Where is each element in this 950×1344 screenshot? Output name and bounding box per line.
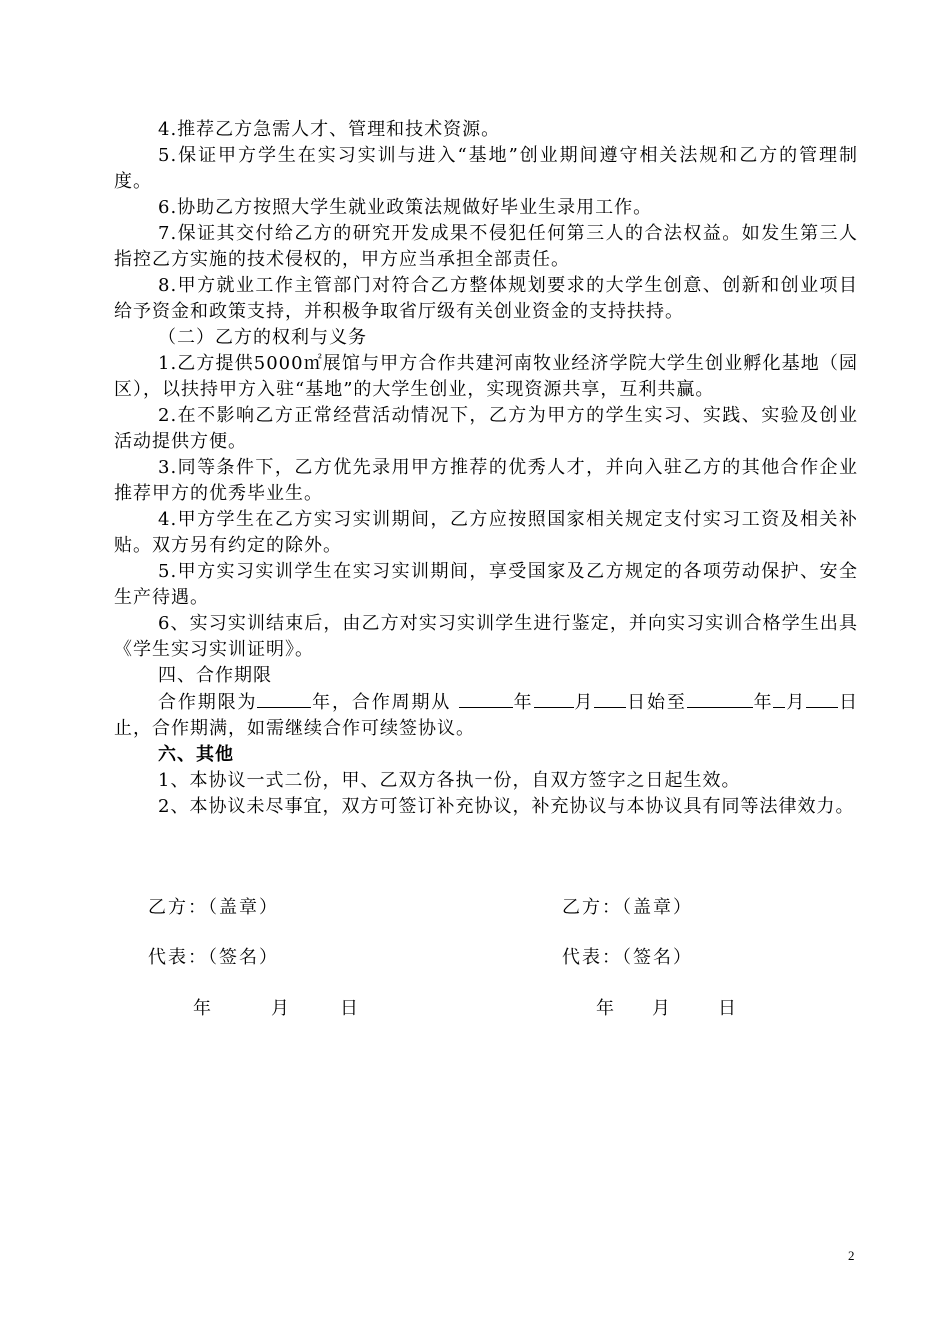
blank-line (773, 689, 785, 708)
blank-line (687, 689, 753, 708)
right-date-day: 日 (718, 998, 736, 1019)
paragraph: 6.协助乙方按照大学生就业政策法规做好毕业生录用工作。 (158, 197, 653, 218)
paragraph: 3.同等条件下，乙方优先录用甲方推荐的优秀人才，并向入驻乙方的其他合作企业推荐甲方的优秀毕业生。 (114, 457, 858, 504)
left-date-month: 月 (271, 998, 289, 1019)
paragraph: 5.甲方实习实训学生在实习实训期间，享受国家及乙方规定的各项劳动保护、安全生产待遇。 (114, 561, 858, 608)
right-date-month: 月 (652, 998, 670, 1019)
term-text: 日止，合作期满，如需继续合作可续签协议。 (114, 692, 859, 739)
paragraph: 6、实习实训结束后，由乙方对实习实训学生进行鉴定，并向实习实训合格学生出具《学生实习实训证明》。 (114, 613, 858, 660)
paragraph: 5.保证甲方学生在实习实训与进入“基地”创业期间遵守相关法规和乙方的管理制度。 (114, 145, 858, 192)
right-representative-sign: 代表：（签名） (562, 947, 693, 968)
term-text: 月 (785, 692, 807, 713)
paragraph: 4.推荐乙方急需人才、管理和技术资源。 (158, 119, 501, 140)
term-text: 合作期限为 (158, 692, 258, 713)
section-heading: （二）乙方的权利与义务 (158, 327, 367, 348)
paragraph: 1.乙方提供5000㎡展馆与甲方合作共建河南牧业经济学院大学生创业孵化基地（园区），以扶持甲方入驻“基地”的大学生创业，实现资源共享，互利共赢。 (114, 353, 858, 400)
paragraph: 8.甲方就业工作主管部门对符合乙方整体规划要求的大学生创意、创新和创业项目给予资金和政策支持，并积极争取省厅级有关创业资金的支持扶持。 (114, 275, 858, 322)
term-text: 年 (752, 692, 774, 713)
paragraph: 2.在不影响乙方正常经营活动情况下，乙方为甲方的学生实习、实践、实验及创业活动提供方便。 (114, 405, 858, 452)
blank-line (459, 689, 513, 708)
term-text: 日始至 (626, 692, 687, 713)
blank-line (806, 689, 838, 708)
blank-line (534, 689, 574, 708)
term-text: 月 (573, 692, 595, 713)
blank-line (594, 689, 626, 708)
paragraph: 1、本协议一式二份，甲、乙双方各执一份，自双方签字之日起生效。 (158, 770, 741, 791)
paragraph: 7.保证其交付给乙方的研究开发成果不侵犯任何第三人的合法权益。如发生第三人指控乙方实施的技术侵权的，甲方应当承担全部责任。 (114, 223, 858, 270)
section-heading: 六、其他 (158, 744, 234, 765)
term-text: 年，合作周期从 (311, 692, 452, 713)
term-text: 年 (512, 692, 534, 713)
body-text (114, 117, 858, 820)
paragraph: 2、本协议未尽事宜，双方可签订补充协议，补充协议与本协议具有同等法律效力。 (158, 796, 855, 817)
left-date-day: 日 (340, 998, 358, 1019)
left-party-seal: 乙方：（盖章） (148, 897, 279, 918)
page-number: 2 (848, 1248, 855, 1263)
blank-line (257, 689, 311, 708)
left-date-year: 年 (193, 998, 211, 1019)
paragraph: 4.甲方学生在乙方实习实训期间，乙方应按照国家相关规定支付实习工资及相关补贴。双方另有约定的除外。 (114, 509, 858, 556)
left-representative-sign: 代表：（签名） (148, 947, 279, 968)
cooperation-term-paragraph (114, 689, 858, 742)
section-heading: 四、合作期限 (158, 665, 272, 686)
right-party-seal: 乙方：（盖章） (562, 897, 693, 918)
right-date-year: 年 (596, 998, 614, 1019)
